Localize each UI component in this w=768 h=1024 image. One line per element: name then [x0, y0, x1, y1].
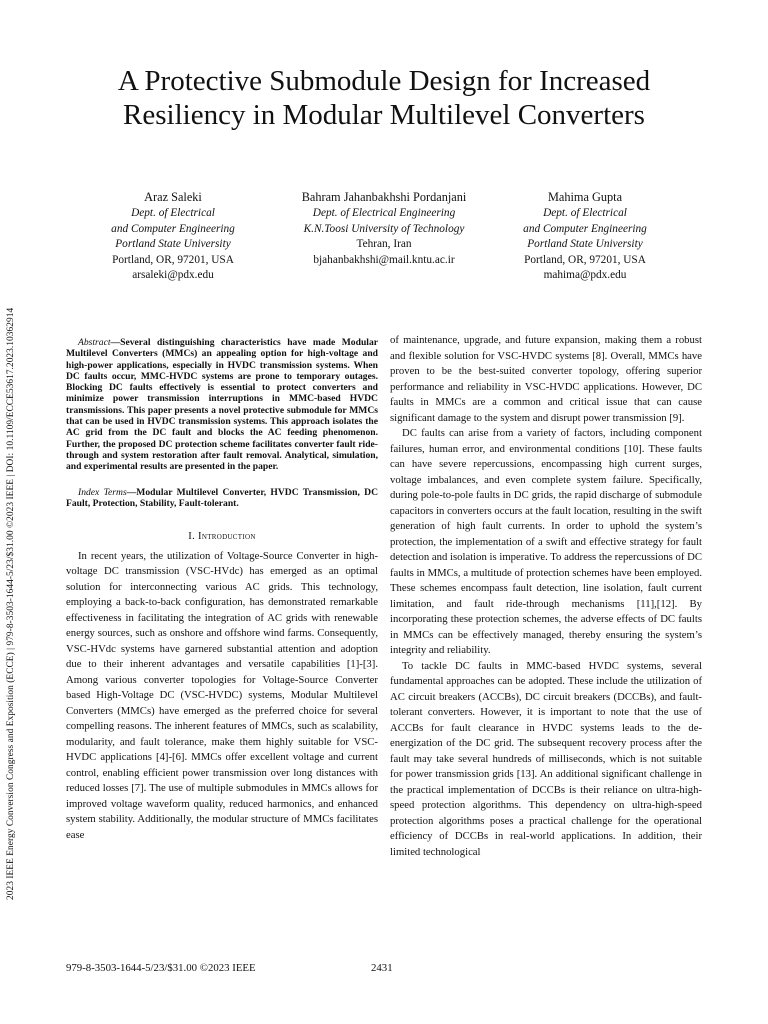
author-university: Portland State University	[115, 238, 231, 251]
body-paragraph: To tackle DC faults in MMC-based HVDC systems, several fundamental approaches can be adopted. These include the utilization of AC circuit breakers (ACCBs), DC circuit breakers (DCCBs), and fault-tolerant converters. However, it is important to note that the use of ACCBs for fault clearance in HVDC systems leads to the de-energization of the DC grid. The subsequent recovery process after the fault may take several hundreds of milliseconds, which is not suitable for power transmission grids [13]. An additional significant challenge in the practical implementation of DCCBs is their reliance on ultra-high-speed protection algorithms. This dependency on ultra-high-speed protection algorithms poses a practical challenge for the operational efficiency of DCCBs in real-world applications. In addition, their limited technological	[390, 659, 702, 858]
paper-title	[60, 64, 708, 132]
index-terms	[66, 487, 378, 510]
abstract-label: Abstract	[78, 337, 111, 348]
footer-isbn: 979-8-3503-1644-5/23/$31.00 ©2023 IEEE	[66, 962, 256, 974]
left-column	[66, 337, 378, 843]
author-email[interactable]: bjahanbakhshi@mail.kntu.ac.ir	[313, 253, 455, 266]
abstract	[66, 337, 378, 473]
author-email[interactable]: arsaleki@pdx.edu	[132, 269, 214, 282]
author-dept-line2: and Computer Engineering	[111, 222, 235, 235]
section-title: Introduction	[198, 531, 256, 543]
title-line-1: A Protective Submodule Design for Increased	[117, 65, 651, 97]
abstract-text: Several distinguishing characteristics have made Modular Multilevel Converters (MMCs) an appealing option for high-voltage and high-power applications, especially in HVDC transmission systems. When DC faults occur, MMC-HVDC systems are prone to temporary outages. Blocking DC faults effectively is essential to protect converters and minimize power transmission interruptions in MMC-based HVDC transmissions. This paper presents a novel protective submodule for MMCs that can be used in HVDC transmission systems. This approach isolates the AC grid from the DC fault and blocks the AC feeding phenomenon. Further, the proposed DC protection scheme facilitates converter fault ride-through and system restoration after fault removal. Analytical, simulation, and experimental results are presented in the paper.	[66, 337, 378, 473]
index-terms-label: Index Terms	[78, 486, 127, 498]
index-terms-dash: —	[126, 486, 137, 498]
author-dept: Dept. of Electrical	[543, 207, 627, 220]
author-city: Portland, OR, 97201, USA	[524, 253, 646, 266]
author-dept-line2: and Computer Engineering	[523, 222, 647, 235]
abstract-dash: —	[110, 337, 121, 348]
index-terms-text: Modular Multilevel Converter, HVDC Transmission, DC Fault, Protection, Stability, Fault-tolerant.	[66, 486, 378, 509]
author-university: K.N.Toosi University of Technology	[303, 222, 465, 235]
author-name: Araz Saleki	[144, 190, 202, 204]
author-university: Portland State University	[527, 238, 643, 251]
body-paragraph: DC faults can arise from a variety of factors, including component failures, human error, and environmental conditions [10]. These faults can have severe repercussions, encompassing high current surges, voltage imbalances, and even complete system failure. Specifically, during pole-to-pole faults in DC grids, the rapid discharge of submodule capacitors in converters occurs at the fault location, resulting in the swift generation of high fault currents. In order to uphold the system’s protection, the implementation of a swift and effective strategy for fault detection and isolation is imperative. To address the repercussions of DC faults in MMCs, a multitude of protection schemes have been employed. These schemes encompass fault detection, line isolation, fault current limitation, and fault ride-through mechanisms [11],[12]. By incorporating these protection schemes, the adverse effects of DC faults in MMCs can be effectively managed, thereby ensuring the system’s integrity and reliability.	[390, 427, 702, 656]
page-number: 2431	[371, 962, 393, 974]
author-city: Portland, OR, 97201, USA	[112, 253, 234, 266]
author-name: Mahima Gupta	[547, 190, 623, 204]
author-dept: Dept. of Electrical	[131, 207, 215, 220]
doi-sidebar-text: 2023 IEEE Energy Conversion Congress and Exposition (ECCE) | 979-8-3503-1644-5/23/$31.00 ©2023 IEEE | DOI: 10.1109/ECCE53617.2023.10362914	[6, 307, 16, 900]
author-1	[88, 190, 258, 283]
doi-sidebar	[4, 190, 18, 900]
body-paragraph: of maintenance, upgrade, and future expansion, making them a robust and flexible solution for VSC-HVDC systems [8]. Overall, MMCs have proven to be the best-suited converter topology, offering superior performance and reliability in VSC-HVDC applications. However, DC faults in MMCs are a common and critical issue that can cause significant damage to the system and disrupt power transmission [9].	[390, 334, 702, 424]
title-line-2: Resiliency in Modular Multilevel Converters	[123, 99, 645, 131]
author-2	[274, 190, 494, 268]
body-paragraph: In recent years, the utilization of Voltage-Source Converter in high-voltage DC transmission (VSC-HVdc) has emerged as an optimal solution for interconnecting various AC grids. This technology, employing a back-to-back configuration, has demonstrated remarkable effectiveness in facilitating the integration of AC grids with renewable energy sources, such as onshore and offshore wind farms. Consequently, VSC-HVdc systems have garnered substantial attention and adoption due to their inherent advantages and versatile capabilities [1]-[3]. Among various converter topologies for Voltage-Source Converter based High-Voltage DC (VSC-HVDC) systems, Modular Multilevel Converters (MMCs) have emerged as the preferred choice for several compelling reasons. The inherent features of MMCs, such as scalability, modularity, and fault tolerance, make them highly suitable for VSC-HVDC applications [4]-[6]. MMCs offer excellent voltage and current control, enabling efficient power transmission over long distances with reduced losses [7]. The use of multiple submodules in MMCs allows for improved voltage waveform quality, reduced harmonics, and enhanced system stability. Additionally, the modular structure of MMCs facilitates ease	[66, 549, 378, 841]
section-heading-introduction	[66, 529, 378, 545]
author-3	[500, 190, 670, 283]
author-dept: Dept. of Electrical Engineering	[312, 207, 456, 220]
author-name: Bahram Jahanbakhshi Pordanjani	[301, 190, 467, 204]
author-email[interactable]: mahima@pdx.edu	[543, 269, 627, 282]
right-column	[390, 333, 702, 860]
section-number: I.	[188, 531, 199, 543]
author-city: Tehran, Iran	[356, 238, 412, 251]
